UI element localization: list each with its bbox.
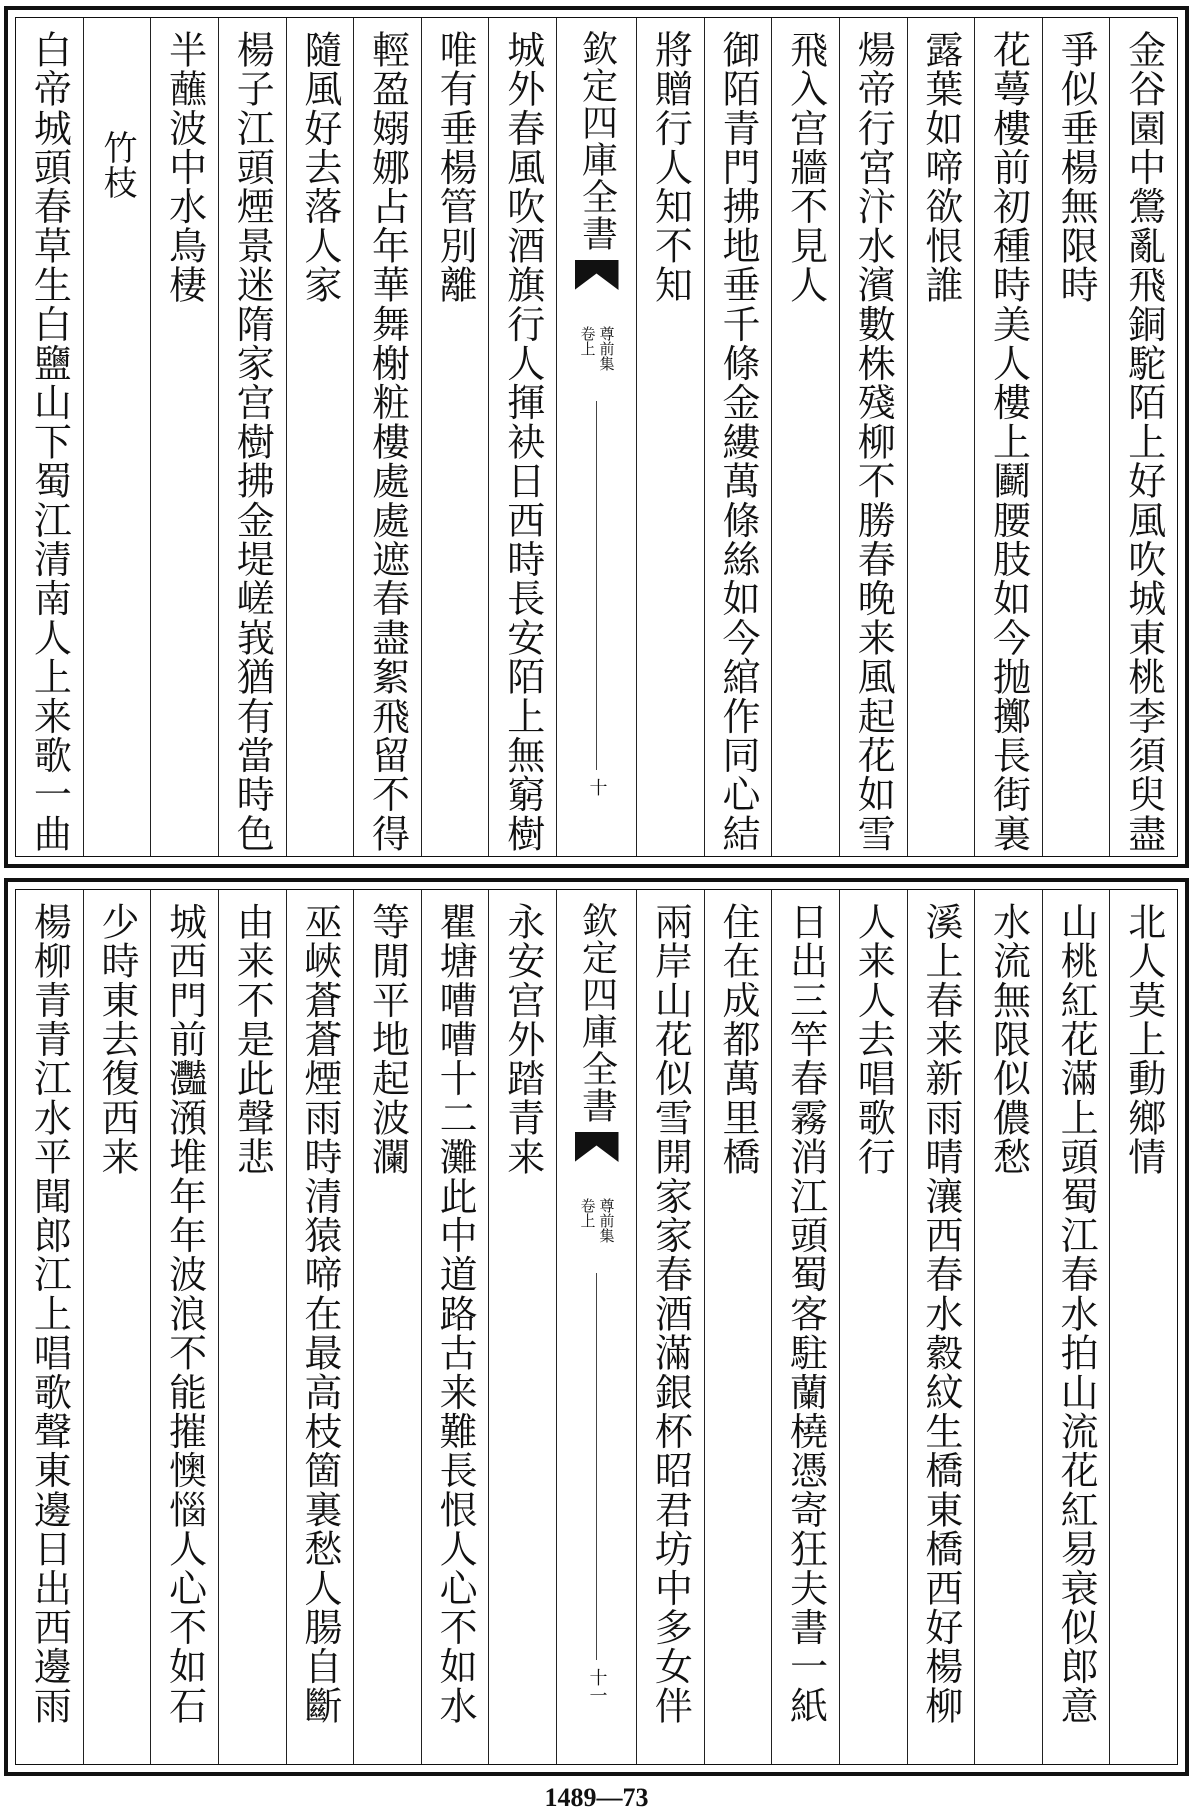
bottom-gutter <box>556 890 636 1764</box>
bottom-column-7 <box>704 890 772 1764</box>
top-half-page <box>4 6 1189 868</box>
bottom-column-2-text: 山桃紅花滿上頭蜀江春水拍山流花紅易衰似郎意 <box>1054 902 1099 1726</box>
top-column-11-text: 輕盈嫋娜占年華舞榭粧樓處處遮春盡絮飛留不得 <box>365 30 410 854</box>
top-column-16 <box>16 18 83 856</box>
top-column-8-text: 將贈行人知不知 <box>648 30 693 305</box>
bottom-column-8-text: 兩岸山花似雪開家家春酒滿銀杯昭君坊中多女伴 <box>648 902 693 1726</box>
bottom-column-15 <box>83 890 151 1764</box>
bottom-column-16-text: 楊柳青青江水平聞郎江上唱歌聲東邊日出西邊雨 <box>27 902 72 1726</box>
top-column-10 <box>421 18 489 856</box>
bottom-column-12-text: 巫峽蒼蒼煙雨時清猿啼在最高枝箇裏愁人腸自斷 <box>297 902 342 1726</box>
bottom-half-page <box>4 878 1189 1776</box>
top-column-13-text: 楊子江頭煙景迷隋家宫樹拂金堤嵯峩猶有當時色 <box>230 30 275 854</box>
bottom-column-9-text: 永安宫外踏青来 <box>500 902 545 1177</box>
bottom-library-title: 欽定四庫全書 <box>576 902 618 1124</box>
bottom-column-14 <box>150 890 218 1764</box>
bottom-column-11 <box>353 890 421 1764</box>
top-text-frame <box>15 17 1178 857</box>
top-volume-label: 卷上 <box>578 326 597 356</box>
bottom-page-number: 十一 <box>586 1668 608 1704</box>
top-column-12-text: 隨風好去落人家 <box>297 30 342 305</box>
top-column-4 <box>907 18 975 856</box>
top-gutter-rule <box>596 401 597 770</box>
bottom-fishtail-mark-icon <box>575 1132 619 1162</box>
bottom-column-8 <box>636 890 704 1764</box>
top-column-7-text: 御陌青門拂地垂千條金縷萬條絲如今綰作同心結 <box>715 30 760 854</box>
bottom-column-7-text: 住在成都萬里橋 <box>715 902 760 1177</box>
bottom-column-2 <box>1042 890 1110 1764</box>
bottom-column-13-text: 由来不是此聲悲 <box>230 902 275 1177</box>
top-gutter-meta <box>580 326 614 371</box>
top-column-6-text: 飛入宫牆不見人 <box>783 30 828 305</box>
bottom-column-1-text: 北人莫上動鄉情 <box>1121 902 1166 1177</box>
bottom-column-16 <box>16 890 83 1764</box>
bottom-column-11-text: 等閒平地起波瀾 <box>365 902 410 1177</box>
bottom-column-10-text: 瞿塘嘈嘈十二灘此中道路古来難長恨人心不如水 <box>433 902 478 1726</box>
bottom-column-1 <box>1109 890 1177 1764</box>
bottom-column-6-text: 日出三竿春霧消江頭蜀客駐蘭橈憑寄狂夫書一紙 <box>783 902 828 1726</box>
top-page-number: 十 <box>586 778 608 796</box>
bottom-text-frame <box>15 889 1178 1765</box>
top-column-5-text: 煬帝行宮汴水濱數株殘柳不勝春晚来風起花如雪 <box>851 30 896 854</box>
poem-heading: 竹枝 <box>96 130 137 201</box>
top-column-13 <box>218 18 286 856</box>
top-column-11 <box>353 18 421 856</box>
bottom-column-13 <box>218 890 286 1764</box>
top-column-3-text: 花蕚樓前初種時美人樓上鬬腰肢如今抛擲長街裏 <box>986 30 1031 854</box>
bottom-column-15-text: 少時東去復西来 <box>94 902 139 1177</box>
bottom-column-4-text: 溪上春来新雨晴瀼西春水縠紋生橋東橋西好楊柳 <box>918 902 963 1726</box>
bottom-column-4 <box>907 890 975 1764</box>
top-column-5 <box>839 18 907 856</box>
top-column-6 <box>771 18 839 856</box>
bottom-column-3 <box>974 890 1042 1764</box>
bottom-gutter-meta <box>580 1198 614 1243</box>
top-column-7 <box>704 18 772 856</box>
bottom-column-10 <box>421 890 489 1764</box>
top-gutter <box>556 18 636 856</box>
top-column-16-text: 白帝城頭春草生白鹽山下蜀江清南人上来歌一曲 <box>27 30 72 854</box>
top-column-15-heading <box>83 18 151 856</box>
top-column-4-text: 露葉如啼欲恨誰 <box>918 30 963 305</box>
bottom-book-title: 尊前集 <box>597 1198 616 1243</box>
top-book-title: 尊前集 <box>597 326 616 371</box>
bottom-column-5-text: 人来人去唱歌行 <box>851 902 896 1177</box>
bottom-column-9 <box>488 890 556 1764</box>
top-column-2 <box>1042 18 1110 856</box>
bottom-volume-label: 卷上 <box>578 1198 597 1228</box>
top-column-10-text: 唯有垂楊管別離 <box>433 30 478 305</box>
top-library-title: 欽定四庫全書 <box>576 30 618 252</box>
bottom-column-12 <box>286 890 354 1764</box>
top-column-1 <box>1109 18 1177 856</box>
bottom-column-14-text: 城西門前灩澦堆年年波浪不能摧懊惱人心不如石 <box>162 902 207 1726</box>
bottom-column-5 <box>839 890 907 1764</box>
page-footer-number: 1489—73 <box>544 1783 649 1812</box>
top-column-1-text: 金谷園中鶯亂飛銅駝陌上好風吹城東桃李須臾盡 <box>1121 30 1166 854</box>
top-column-9 <box>488 18 556 856</box>
bottom-column-6 <box>771 890 839 1764</box>
top-fishtail-mark-icon <box>575 260 619 290</box>
top-column-8 <box>636 18 704 856</box>
bottom-gutter-rule <box>596 1273 597 1660</box>
top-column-14 <box>150 18 218 856</box>
top-column-3 <box>974 18 1042 856</box>
top-column-12 <box>286 18 354 856</box>
bottom-column-3-text: 水流無限似儂愁 <box>986 902 1031 1177</box>
top-column-14-text: 半蘸波中水鳥棲 <box>162 30 207 305</box>
top-column-2-text: 爭似垂楊無限時 <box>1054 30 1099 305</box>
top-column-9-text: 城外春風吹酒旗行人揮袂日西時長安陌上無窮樹 <box>500 30 545 854</box>
